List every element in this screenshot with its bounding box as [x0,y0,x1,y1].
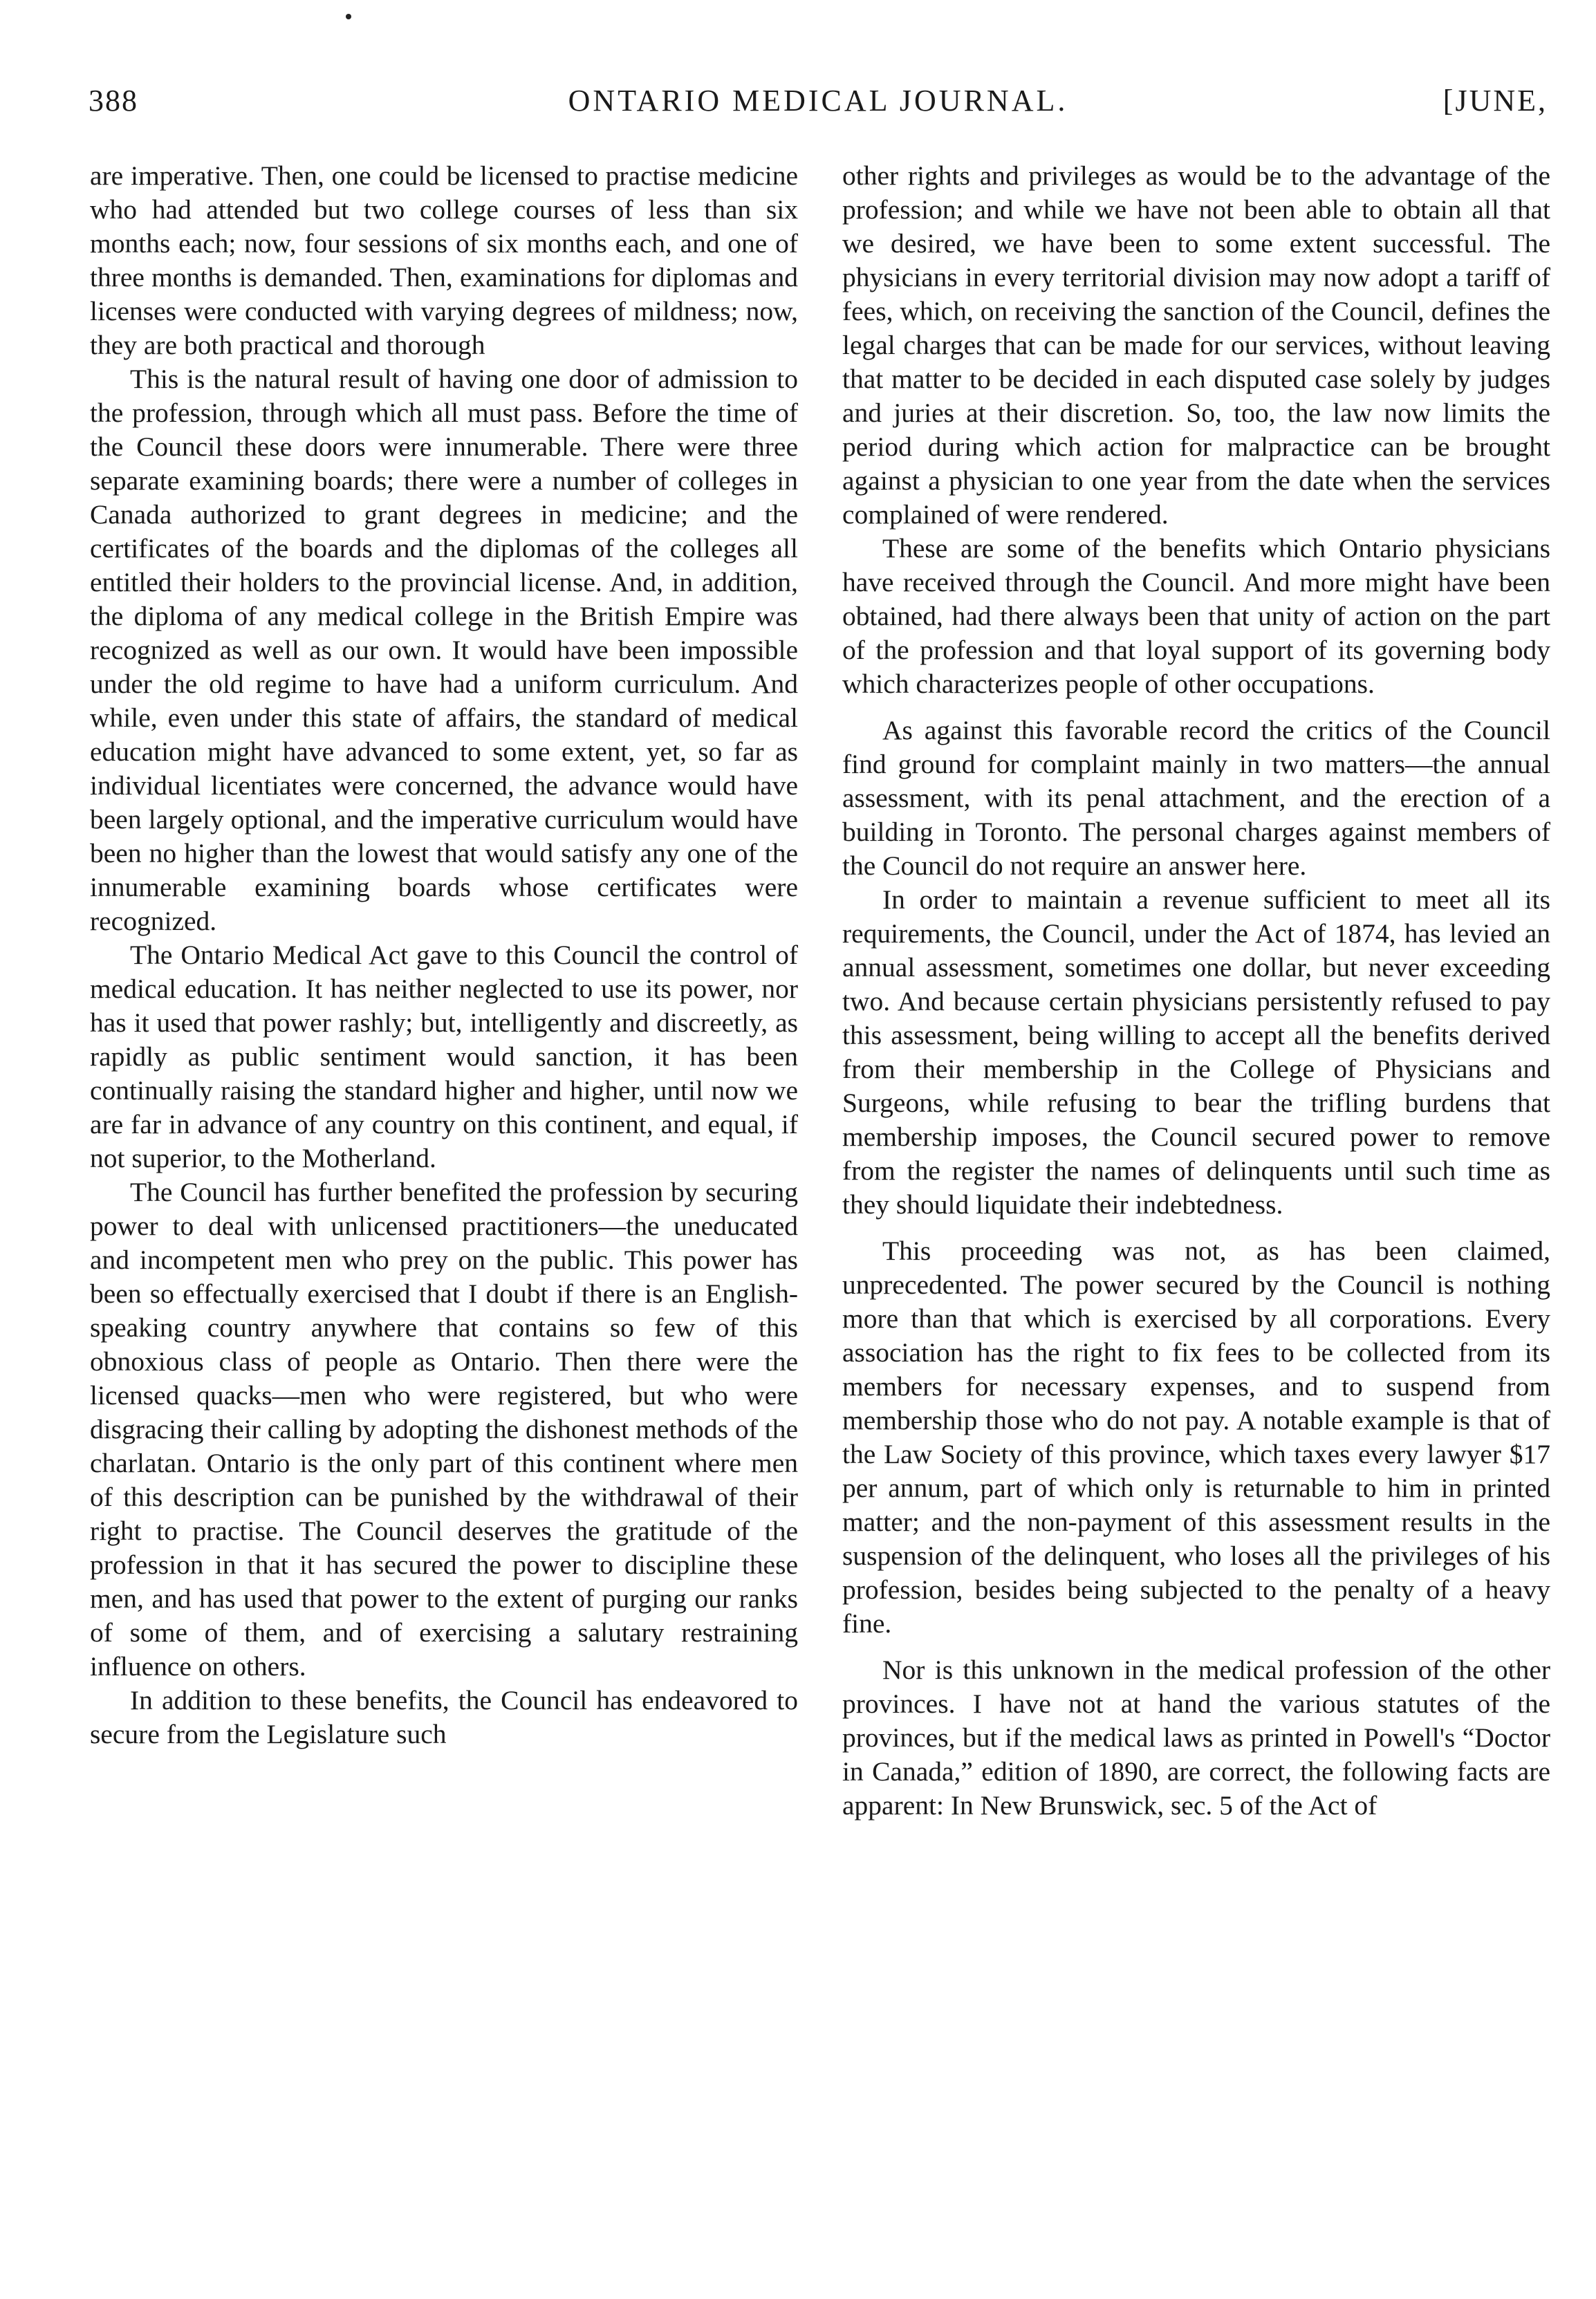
paragraph: The Ontario Medical Act gave to this Council the control of medical education. It has neither neglected to use its power, nor has it used that power rashly; but, intelligently and discreetly, as rapidly as public sentiment would sanction, it has been continually raising the standard higher and higher, until now we are far in advance of any country on this continent, and equal, if not superior, to the Motherland. [90,940,798,1173]
paragraph: other rights and privileges as would be to the advantage of the profession; and while we have not been able to obtain all that we desired, we have been to some extent successful. The physicians in every territorial division may now adopt a tariff of fees, which, on receiving the sanction of the Council, defines the legal charges that can be made for our services, without leaving that matter to be decided in each disputed case solely by judges and juries at their discretion. So, too, the law now limits the period during which action for malpractice can be brought against a physician to one year from the date when the services complained of were rendered. [842,160,1550,530]
page-number: 388 [89,84,138,118]
issue-month: [JUNE, [1442,84,1548,118]
paragraph: The Council has further benefited the profession by securing power to deal with unlicensed practitioners—the uneducated and incompetent men who prey on the public. This power has been so effectually exercised that I doubt if there is an English-speaking country anywhere that contains so few of this obnoxious class of people as Ontario. Then there were the licensed quacks—men who were registered, but who were disgracing their calling by adopting the dishonest methods of the charlatan. Ontario is the only part of this continent where men of this description can be punished by the withdrawal of their right to practise. The Council deserves the gratitude of the profession in that it has secured the power to discipline these men, and has used that power to the extent of purging our ranks of some of them, and of exercising a salutary restraining influence on others. [90,1177,798,1682]
paragraph: This proceeding was not, as has been claimed, unprecedented. The power secured by the Council is nothing more than that which is exercised by all corporations. Every association has the right to fix fees to be collected from its members for necessary expenses, and to suspend from membership those who do not pay. A notable example is that of the Law Society of this province, which taxes every lawyer $17 per annum, part of which only is returnable to him in printed matter; and the non-payment of this assessment results in the suspension of the delinquent, who loses all the privileges of his profession, besides being subjected to the penalty of a heavy fine. [842,1236,1550,1639]
ink-speck [346,14,351,19]
left-column [90,159,798,1751]
paragraph: In order to maintain a revenue sufficient to meet all its requirements, the Council, under the Act of 1874, has levied an annual assessment, sometimes one dollar, but never exceeding two. And because certain physicians persistently refused to pay this assessment, being willing to accept all the benefits derived from their membership in the College of Physicians and Surgeons, while refusing to bear the trifling burdens that membership imposes, the Council secured power to remove from the register the names of delinquents until such time as they should liquidate their indebtedness. [842,884,1550,1220]
paragraph: These are some of the benefits which Ontario physicians have received through the Council. And more might have been obtained, had there always been that unity of action on the part of the profession and that loyal support of its governing body which characterizes people of other occupations. [842,533,1550,699]
paragraph: This is the natural result of having one door of admission to the profession, through which all must pass. Before the time of the Council these doors were innumerable. There were three separate examining boards; there were a number of colleges in Canada authorized to grant degrees in medicine; and the certificates of the boards and the diplomas of the colleges all entitled their holders to the provincial license. And, in addition, the diploma of any medical college in the British Empire was recognized as well as our own. It would have been impossible under the old regime to have had a uniform curriculum. And while, even under this state of affairs, the standard of medical education might have advanced to some extent, yet, so far as individual licentiates were concerned, the advance would have been largely optional, and the imperative curriculum would have been no higher than the lowest that would satisfy any one of the innumerable examining boards whose certificates were recognized. [90,364,798,936]
paragraph: Nor is this unknown in the medical profession of the other provinces. I have not at hand the various statutes of the provinces, but if the medical laws as printed in Powell's “Doctor in Canada,” edition of 1890, are correct, the following facts are apparent: In New Brunswick, sec. 5 of the Act of [842,1655,1550,1821]
paragraph: As against this favorable record the critics of the Council find ground for complaint mainly in two matters—the annual assessment, with its penal attachment, and the erection of a building in Toronto. The personal charges against members of the Council do not require an answer here. [842,715,1550,881]
running-header [89,83,1548,124]
paragraph: are imperative. Then, one could be licensed to practise medicine who had attended but two college courses of less than six months each; now, four sessions of six months each, and one of three months is demanded. Then, examinations for diplomas and licenses were conducted with varying degrees of mildness; now, they are both practical and thorough [90,160,798,360]
right-column [842,159,1550,1823]
paragraph: In addition to these benefits, the Council has endeavored to secure from the Legislature such [90,1685,798,1749]
journal-title: ONTARIO MEDICAL JOURNAL. [568,84,1068,118]
